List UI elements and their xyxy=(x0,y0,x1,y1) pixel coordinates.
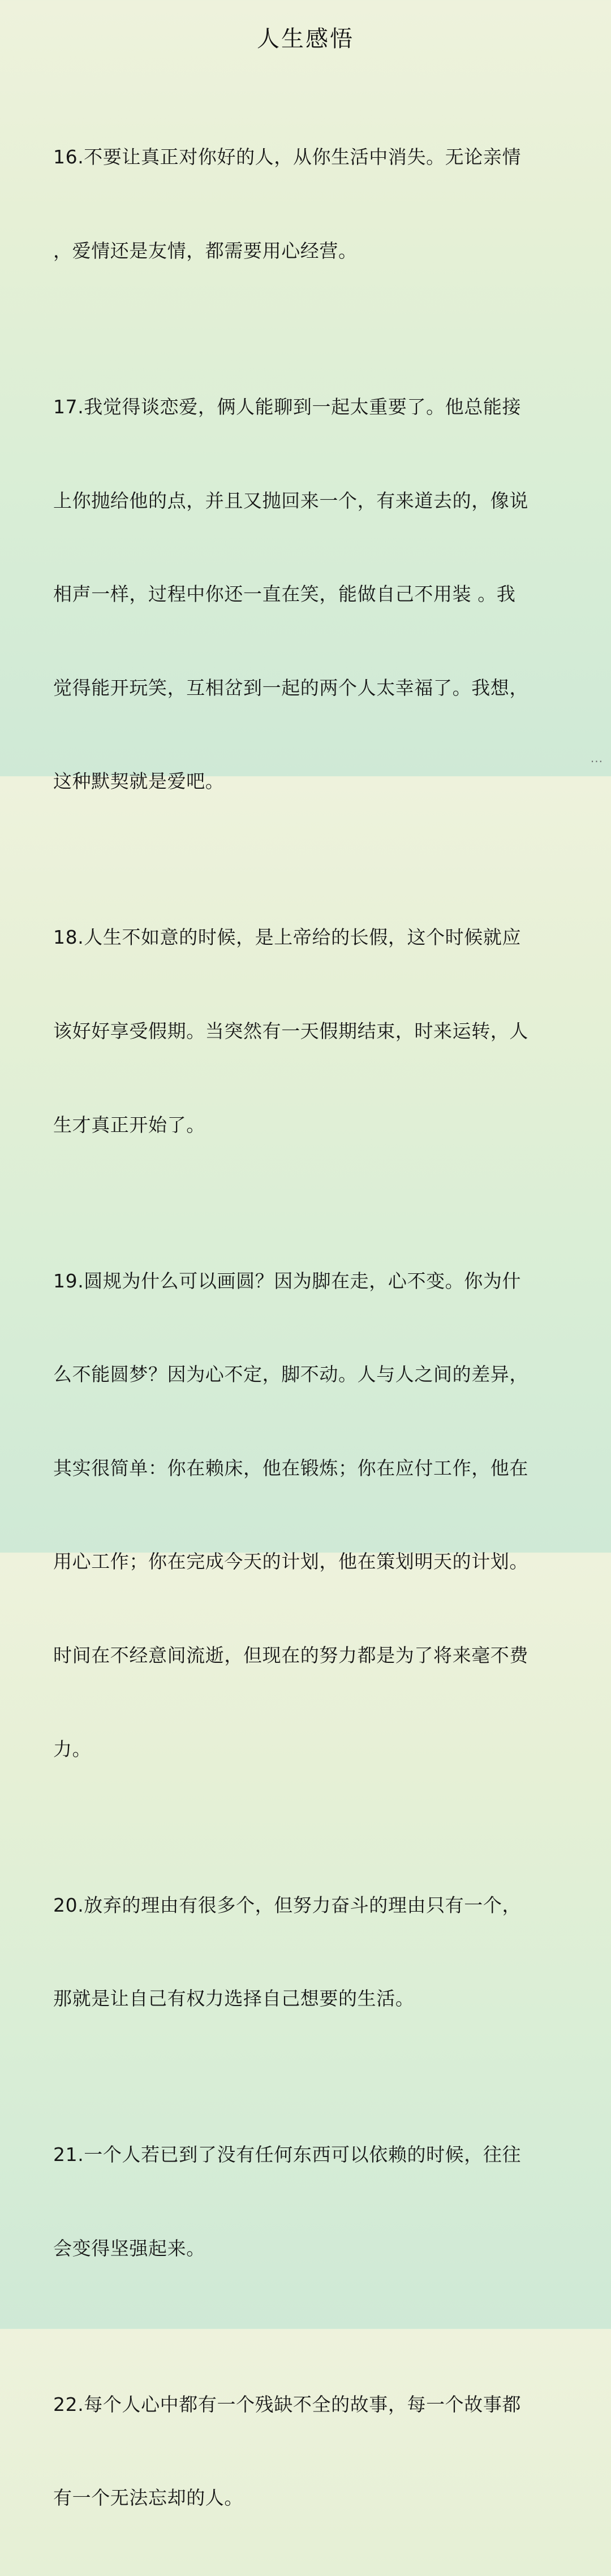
quote-line: 17.我觉得谈恋爱，俩人能聊到一起太重要了。他总能接 xyxy=(53,396,522,418)
quote-item-20 xyxy=(53,1827,558,2077)
quote-item-22 xyxy=(53,2326,558,2576)
quote-line: 其实很简单：你在赖床，他在锻炼；你在应付工作，他在 xyxy=(53,1456,528,1479)
quote-line: 时间在不经意间流逝，但现在的努力都是为了将来毫不费 xyxy=(53,1644,528,1666)
quote-line: 该好好享受假期。当突然有一天假期结束，时来运转，人 xyxy=(53,1019,528,1042)
quote-list xyxy=(53,79,558,2576)
quote-line: 16.不要让真正对你好的人，从你生活中消失。无论亲情 xyxy=(53,146,522,168)
quote-line: 有一个无法忘却的人。 xyxy=(53,2487,243,2509)
quote-item-16 xyxy=(53,79,558,329)
quote-line: 么不能圆梦？因为心不定，脚不动。人与人之间的差异， xyxy=(53,1363,528,1386)
quote-line: 19.圆规为什么可以画圆？因为脚在走，心不变。你为什 xyxy=(53,1269,522,1292)
quote-line: 用心工作；你在完成今天的计划，他在策划明天的计划。 xyxy=(53,1550,528,1573)
quote-line: 会变得坚强起来。 xyxy=(53,2237,205,2259)
quote-line: 这种默契就是爱吧。 xyxy=(53,770,225,793)
quote-item-18 xyxy=(53,859,558,1203)
quote-line: 力。 xyxy=(53,1737,92,1760)
quote-line: 那就是让自己有权力选择自己想要的生活。 xyxy=(53,1987,415,2010)
quote-line: 20.放弃的理由有很多个，但努力奋斗的理由只有一个， xyxy=(53,1894,522,1916)
quote-line: 21.一个人若已到了没有任何东西可以依赖的时候，往往 xyxy=(53,2143,522,2166)
quote-item-19 xyxy=(53,1203,558,1827)
quote-line: 18.人生不如意的时候，是上帝给的长假，这个时候就应 xyxy=(53,926,522,949)
quote-item-21 xyxy=(53,2077,558,2327)
more-options-icon[interactable]: ··· xyxy=(590,755,603,768)
quote-line: 22.每个人心中都有一个残缺不全的故事，每一个故事都 xyxy=(53,2393,522,2415)
page-title: 人生感悟 xyxy=(257,26,354,52)
quote-item-17 xyxy=(53,329,558,859)
quote-line: 生才真正开始了。 xyxy=(53,1113,205,1136)
quote-line: ，爱情还是友情，都需要用心经营。 xyxy=(53,240,358,262)
quote-line: 上你抛给他的点，并且又抛回来一个，有来道去的，像说 xyxy=(53,489,528,512)
quote-line: 相声一样，过程中你还一直在笑，能做自己不用装 。我 xyxy=(53,583,516,606)
quote-line: 觉得能开玩笑，互相岔到一起的两个人太幸福了。我想， xyxy=(53,676,528,699)
